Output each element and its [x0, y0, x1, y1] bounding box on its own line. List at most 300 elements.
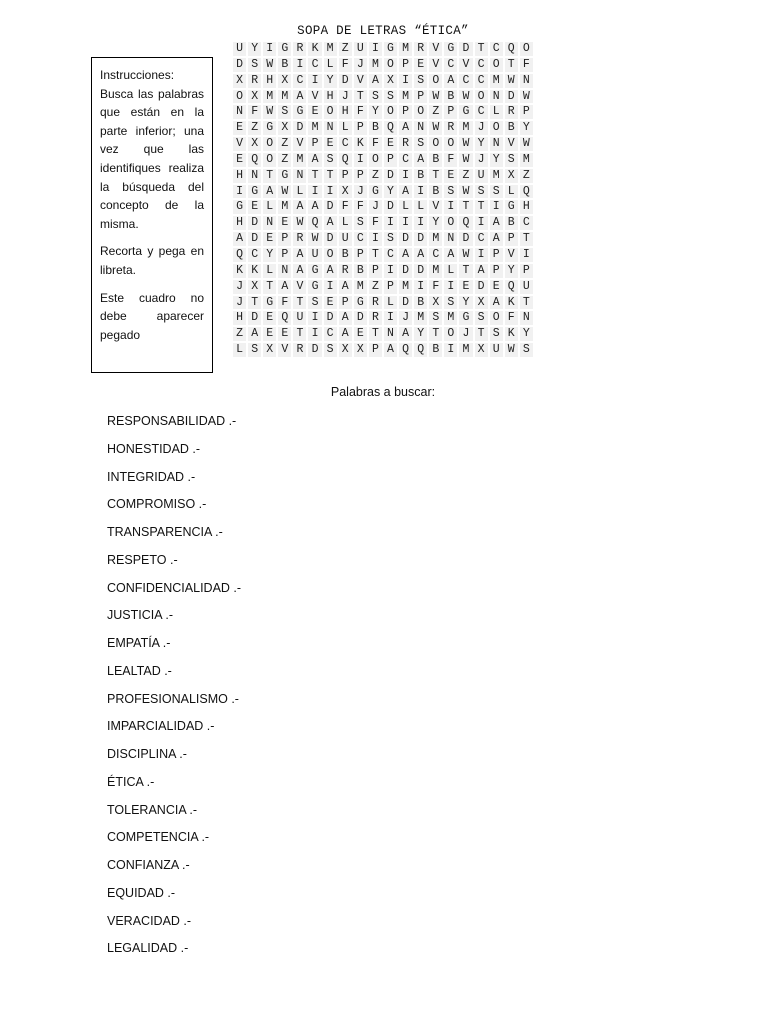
- grid-cell: A: [413, 152, 428, 168]
- grid-cell: S: [368, 89, 383, 105]
- grid-cell: Q: [519, 184, 534, 200]
- grid-cell: Q: [307, 215, 322, 231]
- grid-cell: Y: [489, 152, 504, 168]
- grid-cell: Q: [247, 152, 262, 168]
- grid-cell: E: [323, 295, 338, 311]
- grid-cell: O: [443, 136, 458, 152]
- grid-cell: W: [504, 73, 519, 89]
- grid-cell: Q: [383, 120, 398, 136]
- grid-cell: G: [247, 184, 262, 200]
- grid-cell: I: [398, 73, 413, 89]
- grid-cell: F: [353, 104, 368, 120]
- grid-cell: S: [383, 231, 398, 247]
- grid-cell: G: [368, 184, 383, 200]
- grid-cell: B: [353, 263, 368, 279]
- grid-cell: A: [232, 231, 247, 247]
- grid-cell: A: [262, 184, 277, 200]
- grid-cell: W: [519, 89, 534, 105]
- word-item: COMPROMISO .-: [107, 497, 207, 512]
- grid-cell: C: [353, 231, 368, 247]
- grid-cell: W: [458, 152, 473, 168]
- puzzle-title: SOPA DE LETRAS “ÉTICA”: [297, 24, 469, 38]
- word-item: EQUIDAD .-: [107, 885, 176, 900]
- grid-cell: S: [323, 152, 338, 168]
- grid-cell: T: [474, 326, 489, 342]
- grid-cell: X: [353, 342, 368, 358]
- grid-cell: J: [232, 295, 247, 311]
- grid-cell: F: [428, 279, 443, 295]
- grid-cell: D: [247, 231, 262, 247]
- grid-cell: A: [398, 184, 413, 200]
- grid-cell: T: [368, 247, 383, 263]
- grid-cell: Y: [323, 73, 338, 89]
- grid-cell: I: [383, 310, 398, 326]
- grid-cell: C: [474, 73, 489, 89]
- grid-cell: S: [383, 89, 398, 105]
- grid-cell: Q: [504, 279, 519, 295]
- grid-cell: D: [398, 295, 413, 311]
- grid-cell: J: [353, 184, 368, 200]
- word-item: LEGALIDAD .-: [107, 941, 189, 956]
- grid-cell: P: [504, 231, 519, 247]
- grid-cell: P: [338, 295, 353, 311]
- grid-cell: I: [368, 41, 383, 57]
- grid-cell: S: [474, 184, 489, 200]
- grid-cell: U: [338, 231, 353, 247]
- grid-cell: G: [232, 199, 247, 215]
- grid-cell: A: [489, 231, 504, 247]
- grid-cell: I: [323, 184, 338, 200]
- grid-cell: A: [489, 215, 504, 231]
- grid-cell: U: [307, 247, 322, 263]
- words-heading: Palabras a buscar:: [330, 385, 436, 399]
- grid-cell: X: [277, 120, 292, 136]
- grid-cell: R: [368, 310, 383, 326]
- grid-cell: P: [383, 152, 398, 168]
- grid-cell: O: [489, 120, 504, 136]
- grid-cell: C: [323, 326, 338, 342]
- grid-cell: C: [474, 231, 489, 247]
- grid-cell: I: [323, 279, 338, 295]
- grid-cell: E: [307, 104, 322, 120]
- grid-cell: P: [489, 263, 504, 279]
- grid-cell: O: [368, 152, 383, 168]
- grid-cell: P: [353, 247, 368, 263]
- letter-grid: [232, 41, 534, 358]
- grid-cell: I: [489, 199, 504, 215]
- grid-cell: G: [383, 41, 398, 57]
- grid-cell: J: [368, 199, 383, 215]
- word-list: [107, 413, 241, 968]
- word-item: DISCIPLINA .-: [107, 747, 187, 761]
- grid-cell: D: [353, 310, 368, 326]
- grid-cell: V: [353, 73, 368, 89]
- grid-cell: X: [232, 73, 247, 89]
- grid-cell: A: [292, 199, 307, 215]
- grid-cell: C: [292, 73, 307, 89]
- grid-cell: L: [489, 104, 504, 120]
- grid-cell: F: [519, 57, 534, 73]
- grid-cell: E: [277, 326, 292, 342]
- grid-cell: D: [413, 263, 428, 279]
- grid-cell: D: [292, 120, 307, 136]
- grid-cell: M: [398, 279, 413, 295]
- grid-cell: C: [383, 247, 398, 263]
- grid-cell: F: [247, 104, 262, 120]
- grid-cell: M: [489, 73, 504, 89]
- grid-cell: P: [519, 104, 534, 120]
- grid-cell: C: [519, 215, 534, 231]
- grid-cell: Z: [368, 279, 383, 295]
- grid-cell: X: [262, 342, 277, 358]
- grid-cell: B: [413, 168, 428, 184]
- grid-cell: T: [307, 168, 322, 184]
- word-item: CONFIDENCIALIDAD .-: [107, 580, 242, 595]
- grid-cell: P: [368, 342, 383, 358]
- grid-cell: Y: [383, 184, 398, 200]
- grid-cell: R: [247, 73, 262, 89]
- grid-cell: T: [247, 295, 262, 311]
- grid-cell: C: [443, 57, 458, 73]
- grid-cell: A: [307, 152, 322, 168]
- grid-cell: D: [307, 342, 322, 358]
- grid-cell: W: [458, 89, 473, 105]
- grid-cell: E: [232, 120, 247, 136]
- grid-cell: N: [323, 120, 338, 136]
- grid-cell: T: [458, 263, 473, 279]
- word-item: JUSTICIA .-: [107, 608, 173, 623]
- grid-cell: O: [489, 310, 504, 326]
- grid-cell: L: [262, 263, 277, 279]
- grid-cell: O: [428, 73, 443, 89]
- grid-cell: J: [353, 57, 368, 73]
- grid-cell: M: [428, 263, 443, 279]
- grid-cell: P: [398, 57, 413, 73]
- grid-cell: V: [307, 89, 322, 105]
- grid-cell: L: [323, 57, 338, 73]
- grid-cell: X: [504, 168, 519, 184]
- grid-cell: J: [458, 326, 473, 342]
- grid-cell: D: [413, 231, 428, 247]
- grid-cell: S: [247, 342, 262, 358]
- grid-cell: I: [307, 184, 322, 200]
- grid-cell: D: [323, 310, 338, 326]
- grid-cell: O: [323, 104, 338, 120]
- grid-cell: O: [443, 215, 458, 231]
- grid-cell: M: [519, 152, 534, 168]
- grid-cell: O: [474, 89, 489, 105]
- grid-cell: K: [353, 136, 368, 152]
- grid-cell: I: [353, 152, 368, 168]
- grid-cell: R: [504, 104, 519, 120]
- grid-cell: K: [232, 263, 247, 279]
- grid-cell: N: [232, 104, 247, 120]
- grid-cell: A: [338, 310, 353, 326]
- grid-cell: V: [428, 41, 443, 57]
- grid-cell: G: [458, 310, 473, 326]
- word-item: INTEGRIDAD .-: [107, 469, 196, 484]
- grid-cell: P: [519, 263, 534, 279]
- grid-cell: I: [398, 168, 413, 184]
- word-item: COMPETENCIA .-: [107, 830, 210, 845]
- grid-cell: I: [474, 247, 489, 263]
- grid-cell: I: [307, 310, 322, 326]
- grid-cell: W: [458, 136, 473, 152]
- grid-cell: T: [428, 326, 443, 342]
- grid-cell: E: [353, 326, 368, 342]
- grid-cell: E: [458, 279, 473, 295]
- grid-cell: S: [307, 295, 322, 311]
- grid-cell: N: [277, 263, 292, 279]
- grid-cell: I: [383, 263, 398, 279]
- grid-cell: E: [232, 152, 247, 168]
- grid-cell: M: [277, 199, 292, 215]
- grid-cell: I: [292, 57, 307, 73]
- grid-cell: V: [458, 57, 473, 73]
- grid-cell: G: [262, 295, 277, 311]
- grid-cell: A: [323, 215, 338, 231]
- grid-cell: L: [338, 120, 353, 136]
- grid-cell: E: [383, 136, 398, 152]
- grid-cell: A: [307, 199, 322, 215]
- word-item: PROFESIONALISMO .-: [107, 691, 239, 706]
- grid-cell: C: [489, 41, 504, 57]
- word-item: LEALTAD .-: [107, 663, 172, 678]
- grid-cell: P: [307, 136, 322, 152]
- grid-cell: B: [368, 120, 383, 136]
- grid-cell: D: [232, 57, 247, 73]
- grid-cell: M: [398, 89, 413, 105]
- grid-cell: O: [323, 247, 338, 263]
- grid-cell: N: [292, 168, 307, 184]
- word-item: TOLERANCIA .-: [107, 802, 198, 817]
- grid-cell: F: [353, 199, 368, 215]
- grid-cell: N: [262, 215, 277, 231]
- grid-cell: W: [519, 136, 534, 152]
- grid-cell: P: [277, 247, 292, 263]
- grid-cell: I: [443, 199, 458, 215]
- grid-cell: I: [398, 215, 413, 231]
- grid-cell: N: [489, 89, 504, 105]
- grid-cell: M: [323, 41, 338, 57]
- grid-cell: R: [368, 295, 383, 311]
- grid-cell: S: [353, 215, 368, 231]
- grid-cell: N: [519, 73, 534, 89]
- grid-cell: H: [232, 215, 247, 231]
- grid-cell: G: [277, 168, 292, 184]
- grid-cell: D: [474, 279, 489, 295]
- grid-cell: I: [307, 326, 322, 342]
- grid-cell: P: [413, 89, 428, 105]
- grid-cell: Y: [262, 247, 277, 263]
- grid-cell: D: [398, 231, 413, 247]
- grid-cell: Q: [232, 247, 247, 263]
- grid-cell: A: [292, 89, 307, 105]
- grid-cell: H: [232, 168, 247, 184]
- grid-cell: V: [277, 342, 292, 358]
- grid-cell: C: [398, 152, 413, 168]
- grid-cell: O: [489, 57, 504, 73]
- grid-cell: F: [368, 215, 383, 231]
- instructions-paste-note: Este cuadro no debe aparecer pegado: [100, 290, 204, 342]
- grid-cell: A: [323, 263, 338, 279]
- grid-cell: E: [262, 231, 277, 247]
- grid-cell: Z: [428, 104, 443, 120]
- grid-cell: A: [474, 263, 489, 279]
- grid-cell: M: [443, 310, 458, 326]
- grid-cell: Y: [458, 295, 473, 311]
- grid-cell: X: [247, 89, 262, 105]
- word-item: VERACIDAD .-: [107, 913, 192, 928]
- grid-cell: Z: [277, 152, 292, 168]
- grid-cell: P: [277, 231, 292, 247]
- grid-cell: Y: [519, 120, 534, 136]
- grid-cell: S: [443, 295, 458, 311]
- grid-cell: O: [413, 104, 428, 120]
- grid-cell: D: [458, 231, 473, 247]
- grid-cell: X: [277, 73, 292, 89]
- grid-cell: I: [443, 279, 458, 295]
- grid-cell: B: [443, 89, 458, 105]
- grid-cell: B: [338, 247, 353, 263]
- grid-cell: C: [458, 73, 473, 89]
- grid-cell: N: [247, 168, 262, 184]
- grid-cell: L: [443, 263, 458, 279]
- grid-cell: G: [353, 295, 368, 311]
- grid-cell: L: [338, 215, 353, 231]
- grid-cell: D: [458, 41, 473, 57]
- grid-cell: M: [368, 57, 383, 73]
- grid-cell: L: [383, 295, 398, 311]
- grid-cell: M: [307, 120, 322, 136]
- grid-cell: Q: [338, 152, 353, 168]
- word-item: HONESTIDAD .-: [107, 441, 201, 456]
- word-item: EMPATÍA .-: [107, 636, 171, 650]
- grid-cell: S: [323, 342, 338, 358]
- grid-cell: U: [474, 168, 489, 184]
- grid-cell: H: [232, 310, 247, 326]
- grid-cell: O: [232, 89, 247, 105]
- grid-cell: E: [247, 199, 262, 215]
- grid-cell: G: [504, 199, 519, 215]
- grid-cell: N: [489, 136, 504, 152]
- grid-cell: K: [504, 295, 519, 311]
- grid-cell: S: [277, 104, 292, 120]
- grid-cell: W: [262, 104, 277, 120]
- grid-cell: O: [262, 136, 277, 152]
- grid-cell: E: [323, 136, 338, 152]
- instructions-box: [91, 57, 213, 373]
- grid-cell: Z: [338, 41, 353, 57]
- grid-cell: A: [398, 120, 413, 136]
- grid-cell: B: [413, 295, 428, 311]
- grid-cell: T: [519, 295, 534, 311]
- grid-cell: X: [247, 279, 262, 295]
- grid-cell: M: [353, 279, 368, 295]
- grid-cell: P: [398, 104, 413, 120]
- grid-cell: J: [474, 152, 489, 168]
- grid-cell: M: [292, 152, 307, 168]
- grid-cell: Q: [398, 342, 413, 358]
- grid-cell: Q: [504, 41, 519, 57]
- grid-cell: E: [489, 279, 504, 295]
- grid-cell: S: [413, 73, 428, 89]
- grid-cell: X: [338, 342, 353, 358]
- grid-cell: K: [307, 41, 322, 57]
- grid-cell: D: [247, 215, 262, 231]
- grid-cell: A: [338, 279, 353, 295]
- grid-cell: D: [338, 73, 353, 89]
- grid-cell: V: [504, 136, 519, 152]
- grid-cell: H: [519, 199, 534, 215]
- grid-cell: B: [277, 57, 292, 73]
- grid-cell: Q: [458, 215, 473, 231]
- grid-cell: I: [368, 231, 383, 247]
- grid-cell: W: [428, 120, 443, 136]
- grid-cell: D: [247, 310, 262, 326]
- grid-cell: P: [443, 104, 458, 120]
- grid-cell: I: [413, 184, 428, 200]
- grid-cell: M: [277, 89, 292, 105]
- grid-cell: T: [474, 41, 489, 57]
- grid-cell: I: [307, 73, 322, 89]
- grid-cell: A: [277, 279, 292, 295]
- grid-cell: D: [383, 199, 398, 215]
- grid-cell: X: [338, 184, 353, 200]
- grid-cell: J: [398, 310, 413, 326]
- grid-cell: M: [398, 41, 413, 57]
- grid-cell: U: [489, 342, 504, 358]
- grid-cell: V: [292, 136, 307, 152]
- word-item: CONFIANZA .-: [107, 858, 190, 872]
- grid-cell: G: [458, 104, 473, 120]
- grid-cell: D: [504, 89, 519, 105]
- grid-cell: A: [443, 73, 458, 89]
- grid-cell: L: [292, 184, 307, 200]
- grid-cell: F: [338, 57, 353, 73]
- grid-cell: X: [474, 342, 489, 358]
- grid-cell: A: [292, 247, 307, 263]
- grid-cell: I: [443, 342, 458, 358]
- grid-cell: C: [338, 136, 353, 152]
- grid-cell: T: [428, 168, 443, 184]
- grid-cell: S: [413, 136, 428, 152]
- grid-cell: N: [519, 310, 534, 326]
- grid-cell: S: [428, 310, 443, 326]
- grid-cell: R: [292, 342, 307, 358]
- grid-cell: O: [443, 326, 458, 342]
- grid-cell: J: [474, 120, 489, 136]
- grid-cell: M: [489, 168, 504, 184]
- grid-cell: A: [383, 342, 398, 358]
- grid-cell: N: [413, 120, 428, 136]
- grid-cell: I: [474, 215, 489, 231]
- grid-cell: E: [262, 310, 277, 326]
- grid-cell: L: [504, 184, 519, 200]
- grid-cell: L: [413, 199, 428, 215]
- grid-cell: H: [262, 73, 277, 89]
- grid-cell: N: [443, 231, 458, 247]
- grid-cell: P: [353, 168, 368, 184]
- grid-cell: U: [232, 41, 247, 57]
- grid-cell: C: [428, 247, 443, 263]
- grid-cell: R: [292, 231, 307, 247]
- word-item: ÉTICA .-: [107, 774, 155, 789]
- grid-cell: M: [262, 89, 277, 105]
- grid-cell: C: [474, 104, 489, 120]
- grid-cell: R: [413, 41, 428, 57]
- grid-cell: A: [489, 295, 504, 311]
